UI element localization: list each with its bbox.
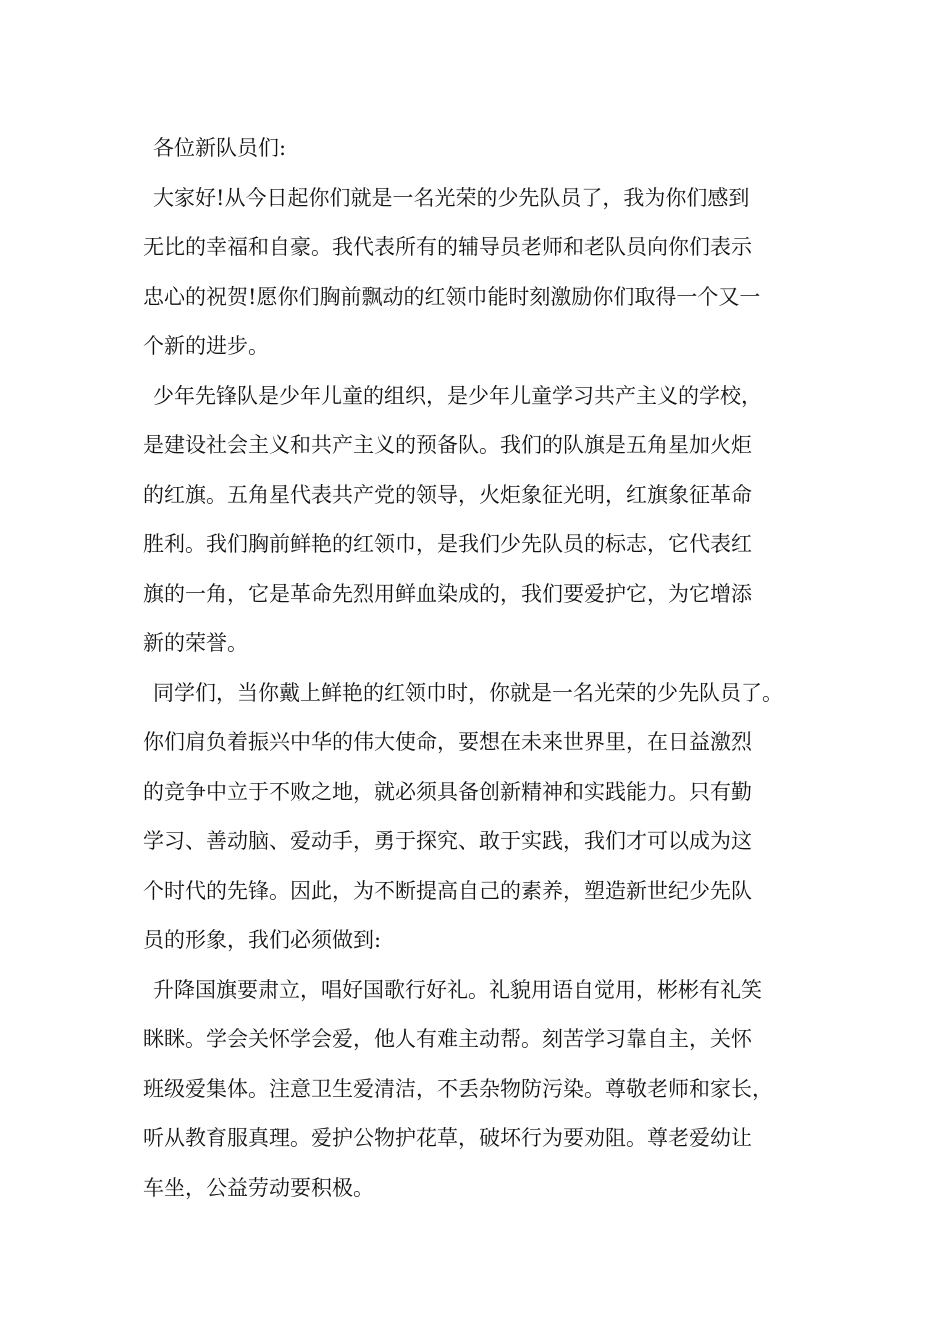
text-line: 的红旗。五角星代表共产党的领导，火炬象征光明，红旗象征革命 bbox=[143, 482, 752, 507]
text-line: 是建设社会主义和共产主义的预备队。我们的队旗是五角星加火炬 bbox=[143, 433, 752, 457]
text-line: 各位新队员们: bbox=[153, 136, 287, 160]
text-line: 学习、善动脑、爱动手，勇于探究、敢于实践，我们才可以成为这 bbox=[143, 829, 752, 853]
text-line: 眯眯。学会关怀学会爱，他人有难主动帮。刻苦学习靠自主，关怀 bbox=[143, 1027, 752, 1051]
text-line: 个时代的先锋。因此，为不断提高自己的素养，塑造新世纪少先队 bbox=[143, 878, 752, 903]
paragraph-rules bbox=[143, 966, 827, 1214]
paragraph-mission bbox=[143, 669, 827, 966]
paragraph-welcome bbox=[143, 174, 827, 372]
text-line: 听从教育服真理。爱护公物护花草，破坏行为要劝阻。尊老爱幼让 bbox=[143, 1126, 752, 1150]
document-body bbox=[143, 124, 827, 1213]
text-line: 大家好!从今日起你们就是一名光荣的少先队员了，我为你们感到 bbox=[153, 185, 750, 210]
text-line: 的竞争中立于不败之地，就必须具备创新精神和实践能力。只有勤 bbox=[143, 779, 752, 804]
text-line: 新的荣誉。 bbox=[143, 631, 248, 655]
text-line: 胜利。我们胸前鲜艳的红领巾，是我们少先队员的标志，它代表红 bbox=[143, 532, 752, 556]
text-line: 旗的一角，它是革命先烈用鲜血染成的，我们要爱护它，为它增添 bbox=[143, 581, 752, 606]
text-line: 少年先锋队是少年儿童的组织，是少年儿童学习共产主义的学校， bbox=[153, 383, 762, 408]
text-line: 车坐，公益劳动要积极。 bbox=[143, 1175, 374, 1200]
text-line: 同学们，当你戴上鲜艳的红领巾时，你就是一名光荣的少先队员了。 bbox=[153, 680, 783, 705]
text-line: 个新的进步。 bbox=[143, 334, 269, 358]
text-line: 你们肩负着振兴中华的伟大使命，要想在未来世界里，在日益激烈 bbox=[143, 730, 752, 754]
text-line: 班级爱集体。注意卫生爱清洁，不丢杂物防污染。尊敬老师和家长， bbox=[143, 1076, 773, 1101]
text-line: 员的形象，我们必须做到: bbox=[143, 928, 382, 952]
text-line: 忠心的祝贺!愿你们胸前飘动的红领巾能时刻激励你们取得一个又一 bbox=[143, 284, 761, 309]
text-line: 无比的幸福和自豪。我代表所有的辅导员老师和老队员向你们表示 bbox=[143, 235, 752, 259]
paragraph-greeting bbox=[143, 124, 827, 174]
paragraph-organization bbox=[143, 372, 827, 669]
text-line: 升降国旗要肃立，唱好国歌行好礼。礼貌用语自觉用，彬彬有礼笑 bbox=[153, 977, 762, 1002]
